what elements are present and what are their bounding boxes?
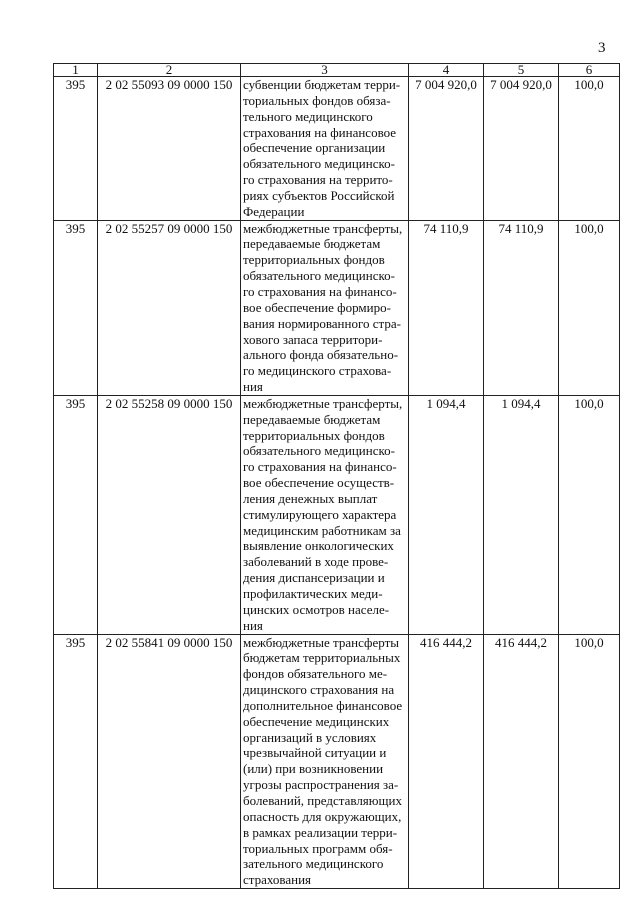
budget-table — [53, 63, 620, 889]
header-col-1: 1 — [54, 64, 98, 77]
header-col-4: 4 — [409, 64, 484, 77]
planned-amount-cell: 416 444,2 — [409, 634, 484, 889]
planned-amount-cell: 1 094,4 — [409, 395, 484, 634]
actual-amount-cell: 74 110,9 — [484, 220, 559, 395]
header-col-2: 2 — [98, 64, 241, 77]
budget-code-cell: 2 02 55093 09 0000 150 — [98, 77, 241, 221]
budget-code-cell: 2 02 55258 09 0000 150 — [98, 395, 241, 634]
table-header-row — [54, 64, 620, 77]
description-cell: межбюджетные трансферты бюджетам территориальных фондов обязательного ме- дицинского страхования на дополнительное финансовое обеспечение медицинских организаций в условиях чрезвычайной ситуации и (или) при возникновении угрозы распространения за- болеваний, представляющих опасность для окружающих, в рамках реализации терри- ториальных программ обя- зательного медицинского страхования — [241, 634, 409, 889]
admin-code-cell: 395 — [54, 77, 98, 221]
percent-cell: 100,0 — [559, 395, 620, 634]
actual-amount-cell: 416 444,2 — [484, 634, 559, 889]
percent-cell: 100,0 — [559, 77, 620, 221]
header-col-5: 5 — [484, 64, 559, 77]
table-row — [54, 77, 620, 221]
planned-amount-cell: 74 110,9 — [409, 220, 484, 395]
admin-code-cell: 395 — [54, 220, 98, 395]
admin-code-cell: 395 — [54, 634, 98, 889]
table-row — [54, 634, 620, 889]
actual-amount-cell: 7 004 920,0 — [484, 77, 559, 221]
actual-amount-cell: 1 094,4 — [484, 395, 559, 634]
admin-code-cell: 395 — [54, 395, 98, 634]
budget-code-cell: 2 02 55841 09 0000 150 — [98, 634, 241, 889]
header-col-6: 6 — [559, 64, 620, 77]
percent-cell: 100,0 — [559, 220, 620, 395]
description-cell: межбюджетные трансферты, передаваемые бюджетам территориальных фондов обязательного медицинско- го страхования на финансо- вое обеспечение осуществ- ления денежных выплат стимулирующего характера медицинским работникам за выявление онкологических заболеваний в ходе прове- дения диспансеризации и профилактических меди- цинских осмотров населе- ния — [241, 395, 409, 634]
header-col-3: 3 — [241, 64, 409, 77]
budget-code-cell: 2 02 55257 09 0000 150 — [98, 220, 241, 395]
planned-amount-cell: 7 004 920,0 — [409, 77, 484, 221]
table-row — [54, 395, 620, 634]
percent-cell: 100,0 — [559, 634, 620, 889]
description-cell: межбюджетные трансферты, передаваемые бюджетам территориальных фондов обязательного медицинско- го страхования на финансо- вое обеспечение формиро- вания нормированного стра- хового запаса территори- ального фонда обязательно- го медицинского страхова- ния — [241, 220, 409, 395]
page-number: 3 — [598, 40, 606, 56]
table-row — [54, 220, 620, 395]
description-cell: субвенции бюджетам терри- ториальных фондов обяза- тельного медицинского страхования на финансовое обеспечение организации обязательного медицинско- го страхования на террито- риях субъектов Российской Федерации — [241, 77, 409, 221]
